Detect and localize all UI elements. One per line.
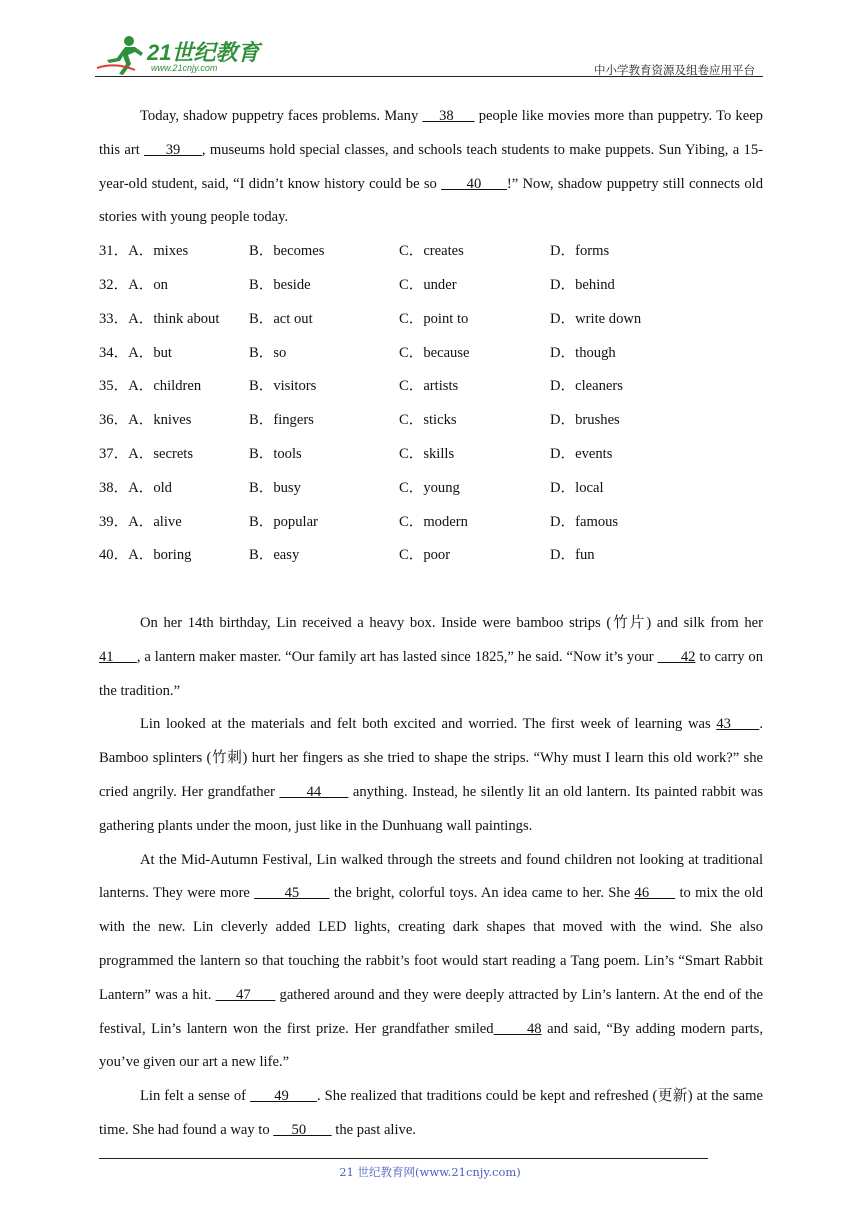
- option-b: B．becomes: [249, 243, 325, 260]
- blank-49: 49: [250, 1088, 317, 1105]
- text-run: , museums hold special classes, and schools teach students to make puppets. Sun Yibing, a 15-year-old student, said, “I didn’t know history could be so: [99, 141, 764, 192]
- question-38: [99, 472, 763, 506]
- option-c: C．artists: [399, 378, 459, 395]
- text-run: At the Mid-Autumn Festival, Lin walked through the streets and found children not looking at traditional lanterns. They were more: [99, 851, 763, 902]
- question-34: [99, 337, 763, 371]
- question-31: [99, 235, 763, 269]
- option-c: C．skills: [399, 445, 455, 462]
- option-c: C．poor: [399, 547, 451, 564]
- text-run: Lin felt a sense of: [140, 1088, 251, 1105]
- blank-46: 46: [634, 885, 676, 902]
- option-a: 33．A．think about: [99, 310, 220, 327]
- text-run: !” Now, shadow puppetry still connects old stories with young people today.: [99, 175, 763, 226]
- text-run: the bright, colorful toys. An idea came to her. She: [329, 885, 635, 902]
- option-b: B．visitors: [249, 378, 317, 395]
- option-a: 31．A．mixes: [99, 243, 189, 260]
- option-b: B．act out: [249, 310, 313, 327]
- options-list: [99, 235, 763, 573]
- passage1-paragraph: [99, 100, 763, 235]
- text-run: the past alive.: [331, 1121, 416, 1138]
- text-run: . She realized that traditions could be kept and refreshed (更新) at the same time. She had found a way to: [99, 1088, 763, 1138]
- option-a: 35．A．children: [99, 378, 202, 395]
- page-footer[interactable]: 21 世纪教育网(www.21cnjy.com): [339, 1165, 521, 1179]
- text-run: , a lantern maker master. “Our family art has lasted since 1825,” he said. “Now it’s your: [136, 648, 658, 665]
- option-a: 38．A．old: [99, 479, 172, 496]
- option-c: C．young: [399, 479, 460, 496]
- option-a: 39．A．alive: [99, 513, 182, 530]
- option-c: C．point to: [399, 310, 469, 327]
- document-body: [99, 100, 763, 1148]
- blank-42: 42: [657, 648, 696, 665]
- option-d: D．write down: [550, 310, 642, 327]
- option-b: B．easy: [249, 547, 300, 564]
- text-run: to mix the old with the new. Lin cleverly added LED lights, creating dark shapes that moved with the wind. She also programmed the lantern so that touching the rabbit’s foot would start reading a Tang poem. Lin’s “Smart Rabbit Lantern” was a hit.: [99, 885, 763, 1003]
- question-32: [99, 269, 763, 303]
- question-37: [99, 438, 763, 472]
- option-d: D．forms: [550, 243, 610, 260]
- option-b: B．fingers: [249, 412, 314, 429]
- question-35: [99, 370, 763, 404]
- option-b: B．beside: [249, 276, 311, 293]
- blank-50: 50: [273, 1121, 332, 1138]
- blank-45: 45: [254, 885, 330, 902]
- blank-40: 40: [441, 175, 507, 192]
- option-b: B．busy: [249, 479, 301, 496]
- option-d: D．cleaners: [550, 378, 623, 395]
- option-d: D．local: [550, 479, 604, 496]
- runner-logo-icon: [95, 34, 147, 76]
- option-a: 40．A．boring: [99, 547, 192, 564]
- passage2-paragraph-2: [99, 708, 763, 843]
- option-d: D．fun: [550, 547, 595, 564]
- page-header: [95, 32, 755, 78]
- passage2-paragraph-4: [99, 1080, 763, 1148]
- passage2-paragraph-1: [99, 607, 763, 708]
- option-c: C．modern: [399, 513, 468, 530]
- passage2-paragraph-3: [99, 844, 763, 1081]
- text-run: gathered around and they were deeply attracted by Lin’s lantern. At the end of the festival, Lin’s lantern won the first prize. Her grandfather smiled: [99, 986, 763, 1037]
- text-run: and said, “By adding modern parts, you’ve given our art a new life.”: [99, 1020, 763, 1071]
- blank-39: 39: [144, 141, 202, 158]
- site-logo[interactable]: [95, 34, 265, 76]
- option-b: B．popular: [249, 513, 318, 530]
- blank-48: 48: [493, 1020, 542, 1037]
- option-d: D．brushes: [550, 412, 620, 429]
- header-title: 中小学教育资源及组卷应用平台: [594, 63, 755, 77]
- text-run: people like movies more than puppetry. To keep this art: [99, 108, 763, 158]
- option-c: C．sticks: [399, 412, 457, 429]
- blank-47: 47: [215, 986, 276, 1003]
- blank-44: 44: [279, 783, 349, 800]
- blank-38: 38: [422, 108, 475, 124]
- option-b: B．tools: [249, 445, 302, 462]
- option-c: C．under: [399, 276, 457, 293]
- text-run: anything. Instead, he silently lit an old lantern. Its painted rabbit was gathering plants under the moon, just like in the Dunhuang wall paintings.: [99, 783, 763, 834]
- logo-text: 21世纪教育: [147, 40, 260, 65]
- question-39: [99, 506, 763, 540]
- text-run: Today, shadow puppetry faces problems. Many: [140, 108, 423, 124]
- text-run: On her 14th birthday, Lin received a heavy box. Inside were bamboo strips (竹片) and silk from her: [140, 614, 763, 631]
- question-36: [99, 404, 763, 438]
- logo-url: www.21cnjy.com: [151, 63, 218, 73]
- text-run: . Bamboo splinters (竹刺) hurt her fingers as she tried to shape the strips. “Why must I learn this old work?” she cried angrily. Her grandfather: [99, 716, 763, 800]
- text-run: Lin looked at the materials and felt both excited and worried. The first week of learning was: [140, 716, 717, 733]
- option-d: D．behind: [550, 276, 615, 293]
- option-a: 36．A．knives: [99, 412, 192, 429]
- question-40: [99, 539, 763, 573]
- blank-43: 43: [716, 716, 760, 733]
- option-d: D．events: [550, 445, 613, 462]
- section-gap: [99, 573, 763, 607]
- footer-divider: [99, 1158, 708, 1159]
- question-33: [99, 303, 763, 337]
- option-a: 34．A．but: [99, 344, 172, 361]
- blank-41: 41: [99, 648, 137, 665]
- option-a: 32．A．on: [99, 276, 168, 293]
- option-a: 37．A．secrets: [99, 445, 194, 462]
- option-c: C．creates: [399, 243, 464, 260]
- header-divider: [95, 76, 763, 77]
- option-c: C．because: [399, 344, 470, 361]
- option-b: B．so: [249, 344, 287, 361]
- text-run: to carry on the tradition.”: [99, 648, 764, 699]
- option-d: D．though: [550, 344, 616, 361]
- option-d: D．famous: [550, 513, 619, 530]
